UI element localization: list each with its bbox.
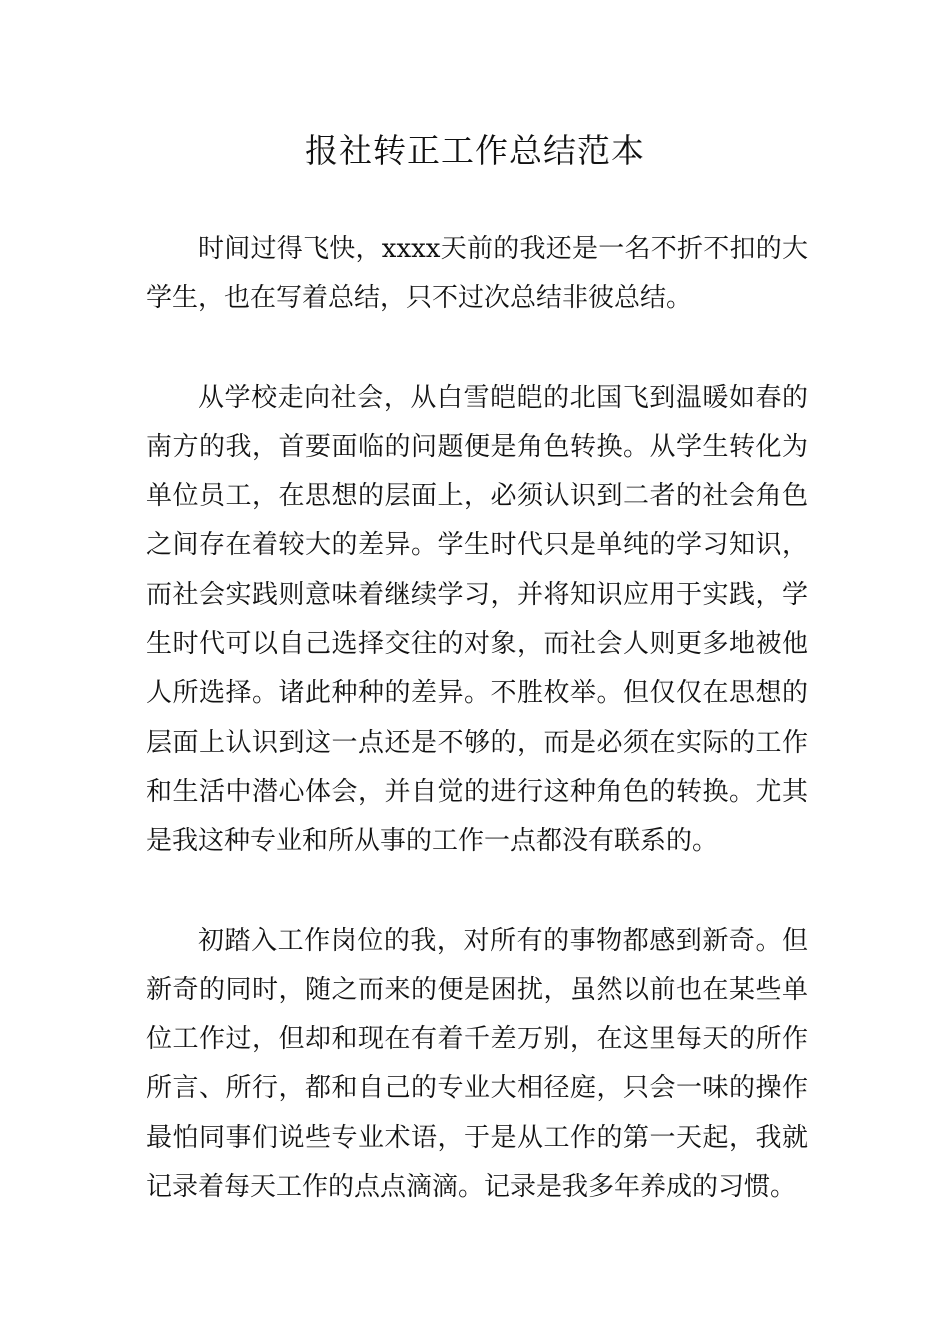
paragraph-2: 从学校走向社会，从白雪皑皑的北国飞到温暖如春的南方的我，首要面临的问题便是角色转换。从学生转化为单位员工，在思想的层面上，必须认识到二者的社会角色之间存在着较大的差异。学生时代只是单纯的学习知识，而社会实践则意味着继续学习，并将知识应用于实践，学生时代可以自己选择交往的对象，而社会人则更多地被他人所选择。诸此种种的差异。不胜枚举。但仅仅在思想的层面上认识到这一点还是不够的，而是必须在实际的工作和生活中潜心体会，并自觉的进行这种角色的转换。尤其是我这种专业和所从事的工作一点都没有联系的。 bbox=[146, 382, 808, 857]
paragraph-1: 时间过得飞快，xxxx天前的我还是一名不折不扣的大学生，也在写着总结，只不过次总结非彼总结。 bbox=[146, 234, 808, 314]
paragraph-3: 初踏入工作岗位的我，对所有的事物都感到新奇。但新奇的同时，随之而来的便是困扰，虽然以前也在某些单位工作过，但却和现在有着千差万别，在这里每天的所作所言、所行，都和自己的专业大相径庭，只会一味的操作最怕同事们说些专业术语，于是从工作的第一天起，我就记录着每天工作的点点滴滴。记录是我多年养成的习惯。 bbox=[146, 925, 808, 1203]
document-body bbox=[146, 225, 808, 1262]
document-title: 报社转正工作总结范本 bbox=[305, 131, 645, 170]
